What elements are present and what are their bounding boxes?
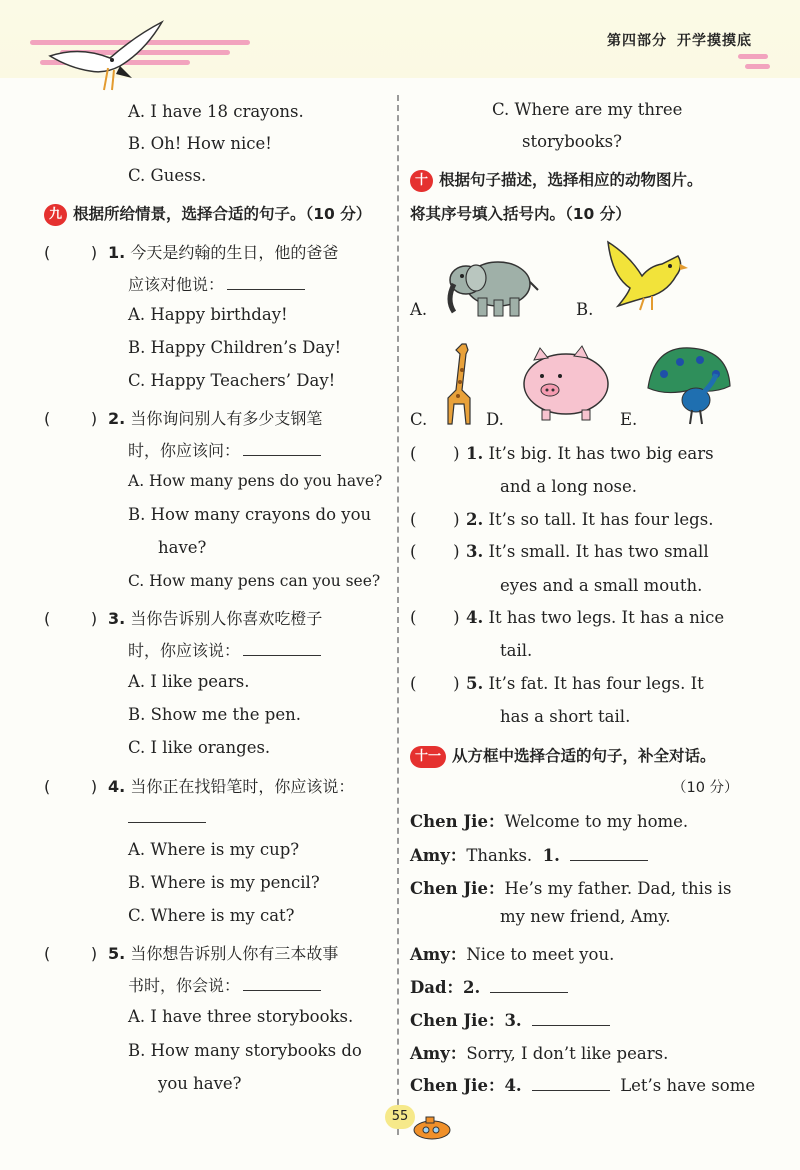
option-b: B. Show me the pen. — [128, 705, 301, 724]
question-text: 当你正在找铅笔时，你应该说： — [130, 777, 355, 796]
answer-blank-paren[interactable]: ( ) — [44, 609, 98, 628]
section-title: 根据句子描述，选择相应的动物图片。 — [439, 171, 703, 189]
peacock-icon — [644, 344, 734, 428]
option-c: C. Happy Teachers’ Day! — [128, 371, 336, 390]
question-5 — [44, 941, 338, 964]
column-divider — [397, 95, 399, 1135]
answer-blank[interactable] — [532, 1089, 610, 1091]
option-b-cont: have? — [158, 538, 207, 557]
option-a: A. I like pears. — [128, 672, 250, 691]
question-number: 3. — [466, 542, 484, 561]
question-4-cont: tail. — [500, 641, 533, 660]
question-number: 2. — [108, 409, 126, 428]
answer-blank-paren[interactable]: ( ) — [410, 510, 460, 529]
question-text: 当你想告诉别人你有三本故事 — [130, 944, 339, 963]
question-text: It’s small. It has two small — [488, 542, 709, 561]
option-b: B. How many storybooks do — [128, 1041, 362, 1060]
answer-blank-paren[interactable]: ( ) — [410, 444, 460, 463]
header-part: 第四部分 — [607, 33, 667, 49]
header-stripe — [745, 64, 770, 69]
option-a: A. I have three storybooks. — [128, 1007, 354, 1026]
dialogue-text: He’s my father. Dad, this is — [504, 879, 732, 898]
answer-blank[interactable] — [570, 859, 648, 861]
dialogue-line-cont: my new friend, Amy. — [500, 907, 671, 926]
animal-label-a: A. — [410, 300, 428, 319]
giraffe-icon — [432, 340, 482, 426]
section-9-heading — [44, 202, 371, 226]
option-c: C. Guess. — [128, 166, 207, 185]
option-b: B. Happy Children’s Day! — [128, 338, 342, 357]
submarine-icon — [410, 1112, 454, 1142]
answer-blank-paren[interactable]: ( ) — [410, 674, 460, 693]
header-title-text: 开学摸摸底 — [677, 33, 752, 49]
question-5-cont — [128, 973, 321, 996]
question-number: 1. — [466, 444, 484, 463]
dialogue-line — [410, 808, 688, 832]
section-11-heading — [410, 744, 716, 768]
dialogue-text: Nice to meet you. — [466, 945, 615, 964]
question-1 — [410, 444, 714, 463]
question-number: 4. — [108, 777, 126, 796]
question-1-cont: and a long nose. — [500, 477, 638, 496]
section-score: （10 分） — [672, 780, 739, 796]
blank-number: 3. — [504, 1011, 522, 1030]
animal-label-c: C. — [410, 410, 428, 429]
answer-blank[interactable] — [243, 654, 321, 656]
answer-blank[interactable] — [227, 288, 305, 290]
question-3-cont — [128, 638, 321, 661]
option-c: C. I like oranges. — [128, 738, 271, 757]
option-a: A. I have 18 crayons. — [128, 102, 304, 121]
option-c: C. Where are my three — [492, 100, 683, 119]
question-text: It’s big. It has two big ears — [488, 444, 714, 463]
section-title: 根据所给情景，选择合适的句子。（10 分） — [73, 205, 372, 223]
question-text: It’s so tall. It has four legs. — [488, 510, 714, 529]
speaker: Amy： — [410, 1044, 467, 1063]
question-number: 4. — [466, 608, 484, 627]
option-c: C. Where is my cat? — [128, 906, 295, 925]
question-text: 当你告诉别人你喜欢吃橙子 — [130, 609, 323, 628]
dialogue-text: Welcome to my home. — [504, 812, 689, 831]
animal-label-b: B. — [576, 300, 594, 319]
question-text: 时，你应该说： — [128, 641, 241, 660]
question-2-cont — [128, 438, 321, 461]
option-b-cont: you have? — [158, 1074, 242, 1093]
option-a: A. Where is my cup? — [128, 840, 300, 859]
question-5 — [410, 674, 704, 693]
question-5-cont: has a short tail. — [500, 707, 631, 726]
section-badge: 九 — [44, 204, 67, 226]
question-text: It’s fat. It has four legs. It — [488, 674, 704, 693]
dialogue-line — [410, 875, 731, 899]
question-number: 1. — [108, 243, 126, 262]
option-c-cont: storybooks? — [522, 132, 622, 151]
dialogue-line — [410, 842, 648, 866]
dialogue-text: Let’s have some — [620, 1076, 756, 1095]
question-2 — [44, 406, 322, 429]
question-number: 3. — [108, 609, 126, 628]
seagull-icon — [20, 16, 170, 96]
section-10-heading — [410, 168, 703, 192]
dialogue-line — [410, 1007, 610, 1031]
option-b: B. Oh! How nice! — [128, 134, 272, 153]
question-4 — [410, 608, 724, 627]
page-number: 55 — [385, 1105, 415, 1129]
question-3-cont: eyes and a small mouth. — [500, 576, 703, 595]
blank-number: 2. — [463, 978, 481, 997]
blank-number: 4. — [504, 1076, 522, 1095]
blank-number: 1. — [542, 846, 560, 865]
question-1-cont — [128, 272, 305, 295]
question-text: 应该对他说： — [128, 275, 225, 294]
answer-blank-paren[interactable]: ( ) — [44, 777, 98, 796]
animal-label-e: E. — [620, 410, 638, 429]
question-text: It has two legs. It has a nice — [488, 608, 725, 627]
speaker: Chen Jie： — [410, 1076, 505, 1095]
header-stripe — [738, 54, 768, 59]
speaker: Chen Jie： — [410, 879, 505, 898]
speaker: Amy： — [410, 846, 467, 865]
bird-icon — [600, 236, 690, 316]
option-a: A. How many pens do you have? — [128, 472, 383, 490]
answer-blank[interactable] — [243, 989, 321, 991]
speaker: Chen Jie： — [410, 1011, 505, 1030]
animal-label-d: D. — [486, 410, 504, 429]
answer-blank-paren[interactable]: ( ) — [44, 243, 98, 262]
question-3 — [44, 606, 322, 629]
question-2 — [410, 510, 713, 529]
option-c: C. How many pens can you see? — [128, 572, 381, 590]
answer-blank[interactable] — [532, 1024, 610, 1026]
question-text: 书时，你会说： — [128, 976, 241, 995]
dialogue-line — [410, 1040, 668, 1064]
answer-blank[interactable] — [128, 821, 206, 823]
answer-blank-paren[interactable]: ( ) — [410, 608, 460, 627]
section-badge: 十一 — [410, 746, 446, 768]
question-4-cont — [128, 808, 206, 827]
section-title: 从方框中选择合适的句子，补全对话。 — [452, 747, 716, 765]
question-text: 时，你应该问： — [128, 441, 241, 460]
option-b: B. How many crayons do you — [128, 505, 372, 524]
option-b: B. Where is my pencil? — [128, 873, 320, 892]
answer-blank-paren[interactable]: ( ) — [44, 944, 98, 963]
question-text: 当你询问别人有多少支钢笔 — [130, 409, 323, 428]
dialogue-text: Thanks. — [466, 846, 533, 865]
section-badge: 十 — [410, 170, 433, 192]
speaker: Dad： — [410, 978, 464, 997]
question-1 — [44, 240, 338, 263]
answer-blank[interactable] — [490, 991, 568, 993]
question-number: 5. — [466, 674, 484, 693]
dialogue-line — [410, 1072, 755, 1096]
question-number: 2. — [466, 510, 484, 529]
answer-blank-paren[interactable]: ( ) — [44, 409, 98, 428]
speaker: Amy： — [410, 945, 467, 964]
question-number: 5. — [108, 944, 126, 963]
answer-blank-paren[interactable]: ( ) — [410, 542, 460, 561]
dialogue-line — [410, 941, 614, 965]
pig-icon — [512, 344, 612, 422]
dialogue-text: Sorry, I don’t like pears. — [466, 1044, 669, 1063]
answer-blank[interactable] — [243, 454, 321, 456]
option-a: A. Happy birthday! — [128, 305, 288, 324]
speaker: Chen Jie： — [410, 812, 505, 831]
elephant-icon — [440, 252, 540, 322]
question-4 — [44, 774, 354, 797]
dialogue-line — [410, 974, 568, 998]
section-10-heading-cont: 将其序号填入括号内。（10 分） — [410, 205, 631, 223]
question-text: 今天是约翰的生日，他的爸爸 — [130, 243, 339, 262]
header-title — [597, 30, 752, 50]
question-3 — [410, 542, 709, 561]
